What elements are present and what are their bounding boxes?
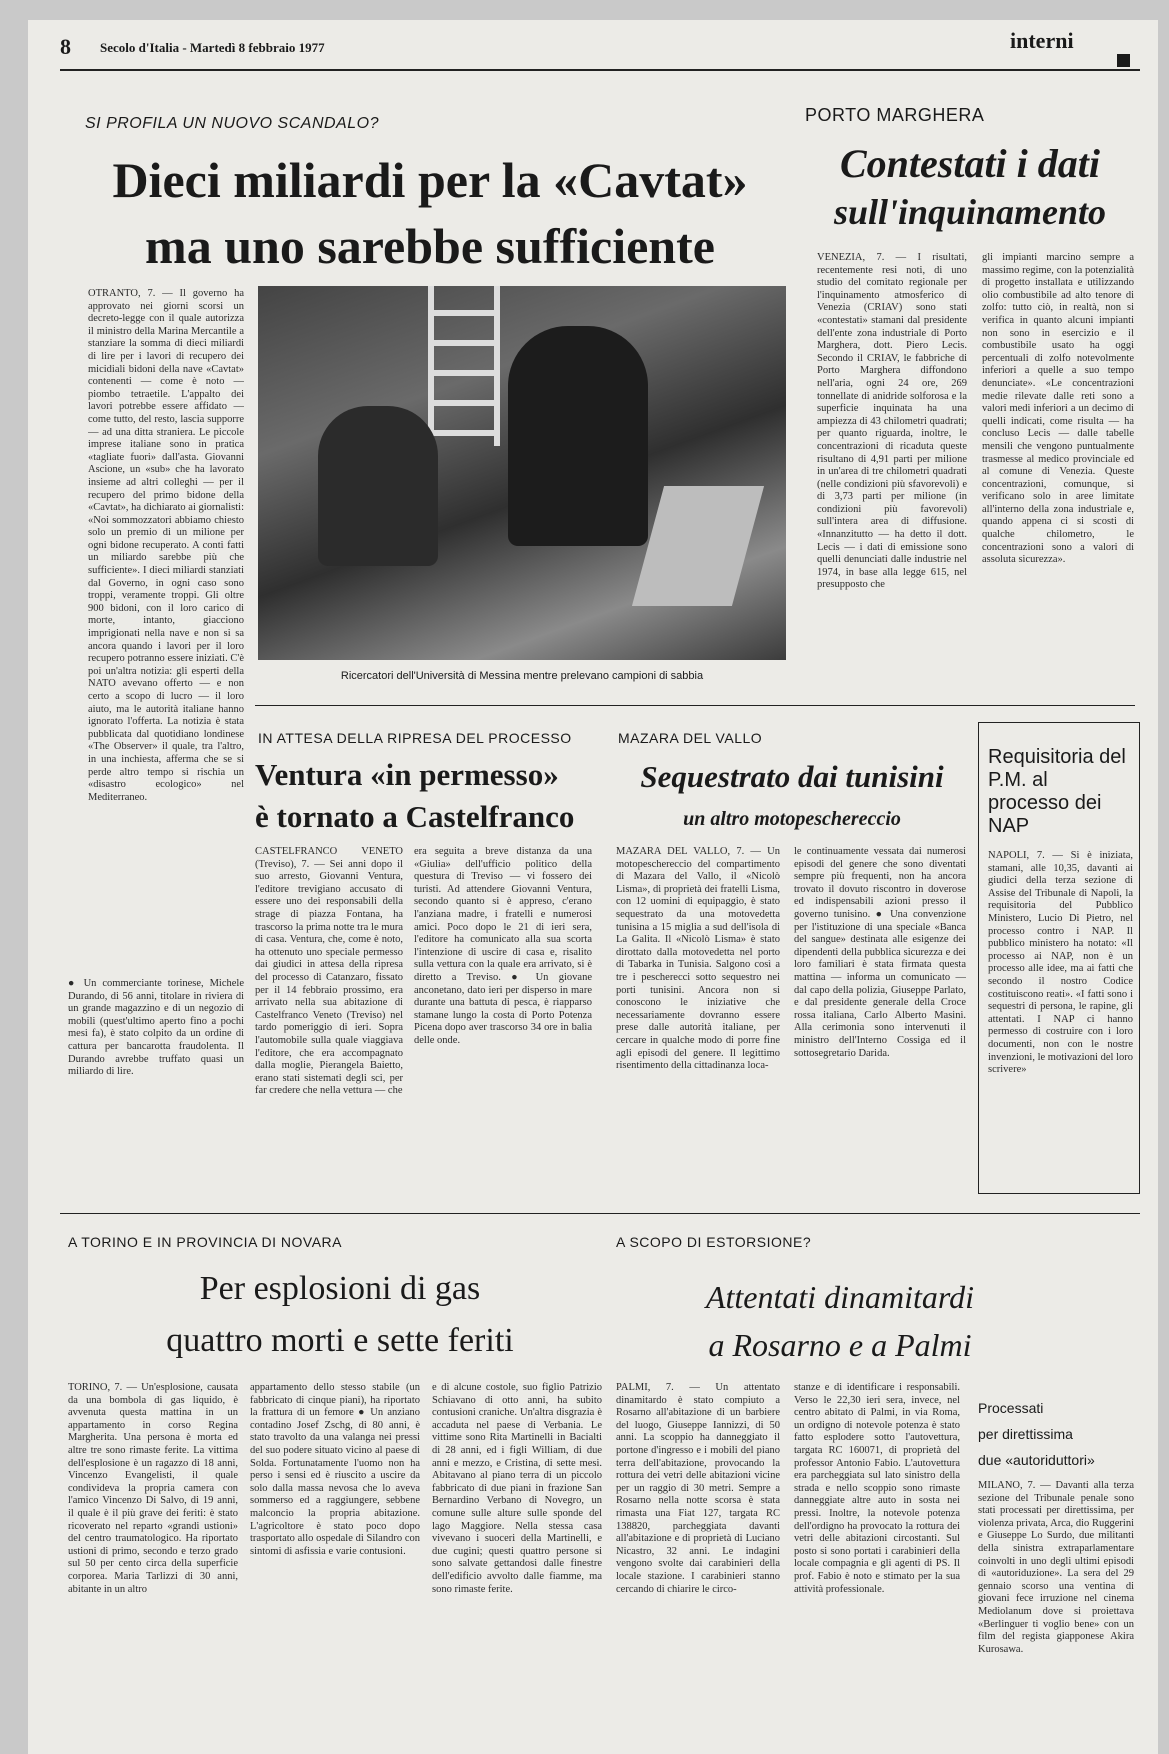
porto-kicker: PORTO MARGHERA (805, 105, 985, 125)
photo-caption: Ricercatori dell'Università di Messina mentre prelevano campioni di sabbia (340, 670, 704, 682)
nap-column-1: NAPOLI, 7. — Si è iniziata, stamani, alle 10,35, davanti ai giudici della terza sezione di Assise del Tribunale di Napoli, la requisitoria del Pubblico Ministero, Lucio Di Pietro, nel processo contro i NAP. Il pubblico ministero ha notato: «Il processo ai NAP, non è un processo alle idee, ma ai fatti che secondo il nostro Codice costituiscono reati». «I fatti sono i sequestri di persona, le rapine, gli attentati. I NAP ci hanno permesso di costruire con i loro documenti, non con le nostre invenzioni, le motivazioni del loro scrivere» (988, 850, 1133, 1076)
ventura-headline-2: è tornato a Castelfranco (255, 799, 575, 834)
mazara-kicker: MAZARA DEL VALLO (618, 730, 763, 746)
mazara-subhead: un altro motopeschereccio (683, 808, 901, 830)
attentati-column-1: PALMI, 7. — Un attentato dinamitardo è stato compiuto a Rosarno all'abitazione di un barbiere del luogo, Giuseppe Iannizzi, di 50 anni. La scoppio ha danneggiato il portone d'ingresso e i mobili del piano terra dell'abitazione, provocando la rottura dei vetri delle abitazioni vicine per un raggio di 30 metri. Sempre a Rosarno nella notte scorsa è stata rimasta una Fiat 127, targata RC 138820, parcheggiata davanti all'abitazione e di proprietà di Luciano Nicastro, 32 anni. Le indagini vengono svolte dai carabinieri della locale stazione. I carabinieri stanno cercando di chiarire le circo- (616, 1382, 780, 1595)
attentati-column-2: stanze e di identificare i responsabili. Verso le 22,30 ieri sera, invece, nel centro abitato di Palmi, in via Roma, un ordigno di notevole potenza è stato fatto esplodere sotto l'autovettura, targata RC 160071, di proprietà del professor Antonio Fabio. L'autovettura era parcheggiata sul lato sinistro della strada e nello scoppio sono rimaste danneggiate altre auto in sosta nei pressi. Inoltre, la notevole potenza dell'ordigno ha provocato la rottura dei vetri delle abitazioni circostanti. Sul posto si sono portati i carabinieri della locale compagnia e gli agenti di PS. Il prof. Fabio è noto e stimato per la sua attività professionale. (794, 1382, 960, 1595)
attentati-headline-1: Attentati dinamitardi (705, 1279, 975, 1315)
cavtat-column-1b: ● Un commerciante torinese, Michele Durando, di 56 anni, titolare in riviera di un grande magazzino e di un negozio di mobili (quest'ultimo aperto fino a pochi mesi fa), è stato colpito da un ordine di cattura per bancarotta fraudolenta. Il Durando avrebbe truffato quasi un miliardo di lire. (68, 978, 244, 1078)
torino-headline-2: quattro morti e sette feriti (166, 1322, 514, 1359)
porto-column-1: VENEZIA, 7. — I risultati, recentemente resi noti, di uno studio del comitato regionale per l'inquinamento atmosferico di Venezia (CRIAV) sono stati «contestati» stamani dal presidente dell'ente zona industriale di Porto Marghera, dott. Piero Lecis. Secondo il CRIAV, le fabbriche di Porto Marghera diffondono nell'aria, ogni 24 ore, 269 tonnellate di anidride solforosa e la superficie inquinata ha una ampiezza di 43 chilometri quadrati; per quanto riguarda, inoltre, le concentrazioni di ricaduta queste risultano di 4,91 parti per milione in un'area di tre chilometri quadrati (nelle condizioni più sfavorevoli) e di 3,73 parti per milione (in condizioni più favorevoli) sull'intera area di diffusione. «Innanzitutto — ha detto il dott. Lecis — i dati di emissione sono quelli denunciati dalle industrie nel 1974, in base alla legge 615, nel presupposto che (817, 252, 967, 591)
ventura-column-2: era seguita a breve distanza da una «Giulia» dell'ufficio politico della questura di Treviso — vi fossero dei turisti. Ad attendere Giovanni Ventura, secondo quanto si è appreso, c'erano l'anziana madre, i fratelli e numerosi amici. Poco dopo le 21 di ieri sera, l'editore ha comunicato alla sua scorta l'intenzione di uscire di casa e, risalito sulla vettura con la quale era arrivato, si è diretto a Treviso. ● Un giovane anconetano, dato ieri per disperso in mare durante una battuta di pesca, è riapparso stamane lungo la costa di Porto Potenza Picena dopo aver trascorso 34 ore in balìa delle onde. (414, 846, 592, 1046)
torino-column-3: e di alcune costole, suo figlio Patrizio Schiavano di otto anni, ha subito contusioni craniche. Un'altra disgrazia è accaduta nel paese di Verbania. Le vittime sono Rita Martinelli in Bacialti di 28 anni, ed i figli William, di due anni e mezzo, e Cristina, di sette mesi. Abitavano al piano terra di un piccolo fabbricato di due piani in frazione San Bernardino Verbano di Novegro, un comune sulle alture sulle sponde del lago Maggiore. Nella stessa casa vivevano i suoceri della Martinelli, e due cugini; questi quattro persone si sono salvate gettandosi dalle finestre dell'edificio avvolto dalle fiamme, ma sono rimaste ferite. (432, 1382, 602, 1595)
section-label: interni (1010, 28, 1074, 53)
torino-kicker: A TORINO E IN PROVINCIA DI NOVARA (68, 1234, 343, 1250)
lower-divider (60, 1213, 1140, 1214)
nap-headline: Requisitoria del P.M. al processo dei NAP (988, 746, 1126, 837)
photo-board-shape (632, 486, 764, 606)
news-photo (258, 286, 786, 660)
torino-headline-1: Per esplosioni di gas (199, 1270, 481, 1307)
cavtat-column-1: OTRANTO, 7. — Il governo ha approvato nei giorni scorsi un decreto-legge con il quale autorizza il ministro della Marina Mercantile a stanziare la somma di dieci miliardi di lire per i lavori di recupero dei micidiali bidoni della nave «Cavtat» contenenti — come è noto — piombo tetraetile. L'appalto dei lavori potrebbe essere affidato — come tutto, del resto, lascia supporre — ad una ditta straniera. Le piccole imprese italiane sono in pratica «tagliate fuori» dall'asta. Giovanni Ascione, un «sub» che ha lavorato insieme ad altri colleghi — per il recupero del primo bidone della «Cavtat», ha dichiarato ai giornalisti: «Noi sommozzatori abbiamo chiesto solo un premio di un milione per ogni bidone recuperato. A conti fatti un miliardo sarebbe più che sufficiente». I dieci miliardi stanziati dal Governo, in ogni caso sono troppi, veramente troppi. Gli oltre 900 bidoni, con il loro carico di morte, intanto, giacciono imprigionati nella nave e non si sa ancora quando i lavori per il loro recupero potranno essere iniziati. C'è poi un'altra notizia: gli esperti della NATO avevano offerto — e non certo a scopo di lucro — il loro aiuto, ma le autorità italiane hanno ignorato l'offerta. La notizia è stata pubblicata dal quotidiano londinese «The Observer» il quale, tra l'altro, in una inchiesta, afferma che se si perde altro tempo si rischia un «disastro ecologico» nel Mediterraneo. (88, 288, 244, 803)
photo-figure-shape-2 (318, 406, 438, 566)
porto-headline-1: Contestati i dati (839, 141, 1101, 186)
ventura-kicker: IN ATTESA DELLA RIPRESA DEL PROCESSO (258, 730, 572, 746)
masthead-rule (60, 69, 1140, 71)
cavtat-kicker: SI PROFILA UN NUOVO SCANDALO? (85, 115, 379, 132)
section-marker-icon (1117, 54, 1130, 67)
mazara-column-2: le continuamente vessata dai numerosi episodi del genere che sono diventati sempre più frequenti, non ha ancora trovato il dovuto riscontro in doverose ed indispensabili azioni presso il governo tunisino. ● Una convenzione per l'istituzione di una speciale «Banca del sangue» destinata alle esigenze dei dipendenti della pubblica sicurezza e dei loro familiari è stata firmata questa mattina — informa un comunicato — dal capo della polizia, Giuseppe Parlato, e dal presidente generale della Croce rossa italiana, Carlo Alberto Masini. Alla cerimonia sono intervenuti il ministro dell'Interno Cossiga ed il sottosegretario Darida. (794, 846, 966, 1059)
photo-figure-shape (508, 326, 648, 546)
attentati-headline-2: a Rosarno e a Palmi (708, 1327, 972, 1363)
cavtat-headline-1: Dieci miliardi per la «Cavtat» (112, 152, 748, 208)
processati-headline-1: Processati (978, 1400, 1044, 1416)
photo-ladder-shape (428, 286, 500, 446)
ventura-column-1: CASTELFRANCO VENETO (Treviso), 7. — Sei anni dopo il suo arresto, Giovanni Ventura, l'editore trevigiano accusato di essere uno dei responsabili della strage di piazza Fontana, ha trascorso la prima notte tra le mura di casa. Ventura, che, come è noto, ha ottenuto uno speciale permesso dai giudici in attesa della ripresa del processo di Catanzaro, fissato per il 14 febbraio prossimo, era arrivato nella sua abitazione di Castelfranco Veneto (Treviso) nel tardo pomeriggio di ieri. Sopra l'automobile sulla quale viaggiava l'editore, che era accompagnato dalla moglie, Pierangela Baietto, erano stati sistemati degli sci, per far credere che nella vettura — che (255, 846, 403, 1097)
processati-headline-3: due «autoriduttori» (978, 1452, 1095, 1468)
page-number: 8 (60, 34, 71, 59)
cavtat-headline-2: ma uno sarebbe sufficiente (145, 218, 715, 274)
middle-divider (255, 705, 1135, 706)
mazara-column-1: MAZARA DEL VALLO, 7. — Un motopeschereccio del compartimento di Mazara del Vallo, il «Nicolò Lisma», di proprietà dei fratelli Lisma, con 12 uomini di equipaggio, è stato sequestrato da una motovedetta tunisina a 15 miglia a sud dell'isola di La Galita. Il «Nicolò Lisma» è stato dirottato dalla motovedetta nel porto di Tabarka in Tunisia. Salgono così a tre i pescherecci sotto sequestro nei porti tunisini. Ancora non si conoscono le iniziative che necessariamente dovranno essere prese dalle autorità italiane, per cercare in qualche modo di porre fine agli episodi del genere. Il legittimo risentimento della cittadinanza loca- (616, 846, 780, 1072)
mazara-headline: Sequestrato dai tunisini (640, 759, 944, 794)
porto-column-2: gli impianti marcino sempre a massimo regime, con la potenzialità di progetto installata e utilizzando olio combustibile ad alto tenore di zolfo: tutto ciò, in realtà, non si verifica in quanto alcuni impianti non sono in esercizio e il combustibile usato ha oggi percentuali di zolfo notevolmente inferiori a quelle a suo tempo denunciate». «Le concentrazioni medie rilevate dalle reti sono a valori medi inferiori a un decimo di quelli indicati, come risulta — ha concluso Lecis — dalle tabelle mensili che vengono puntualmente trasmesse al medico provinciale ed al comune di Venezia. Queste concentrazioni, comunque, si verificano solo in aree limitate all'interno della zona industriale e, quando appena ci si scosti di qualche chilometro, le concentrazioni sono a valori di assoluta sicurezza». (982, 252, 1134, 566)
ventura-headline-1: Ventura «in permesso» (255, 757, 559, 792)
torino-column-2: appartamento dello stesso stabile (un fabbricato di cinque piani), ha riportato la frattura di un femore ● Un anziano contadino Josef Zschg, di 80 anni, è stato travolto da una valanga nei pressi del suo podere situato vicino al paese di Solda. Fortunatamente l'uomo non ha perso i sensi ed è riuscito a uscire da solo dalla massa nevosa che lo aveva sommerso ed a raggiungere, sebbene malconcio la propria abitazione. L'agricoltore è stato poco dopo trasportato allo ospedale di Silandro con sintomi di asfissia e varie contusioni. (250, 1382, 420, 1557)
porto-headline-2: sull'inquinamento (833, 192, 1107, 232)
attentati-kicker: A SCOPO DI ESTORSIONE? (616, 1234, 812, 1250)
processati-headline-2: per direttissima (978, 1426, 1073, 1442)
processati-column-1: MILANO, 7. — Davanti alla terza sezione del Tribunale penale sono stati processati per direttissima, per violenza privata, Arca, dio Ruggerini e Giuseppe Lo Surdo, due militanti della sinistra extraparlamentare coinvolti in uno degli ultimi episodi di «autoriduzione». La sera del 29 gennaio scorso una ventina di giovani fece irruzione nel cinema Mediolanum dove si proiettava «Berlinguer ti voglio bene» con un film del regista giapponese Akira Kurosawa. (978, 1480, 1134, 1655)
paper-date: Secolo d'Italia - Martedì 8 febbraio 1977 (100, 40, 325, 55)
torino-column-1: TORINO, 7. — Un'esplosione, causata da una bombola di gas liquido, è avvenuta questa mattina in un appartamento in corso Regina Margherita. Una persona è morta ed altre tre sono rimaste ferite. La vittima dell'esplosione è un ragazzo di 18 anni, Vincenzo Evangelisti, il quale condivideva la propria camera con l'amico Vincenzo Di Salvo, di 19 anni, il quale è il più grave dei feriti: è stato ricoverato nel reparto «grandi ustioni» del centro traumatologico. Ha riportato ustioni di primo, secondo e terzo grado sul 50 per cento circa della superficie corporea. Maria Tarlizzi di 30 anni, abitante in un altro (68, 1382, 238, 1595)
